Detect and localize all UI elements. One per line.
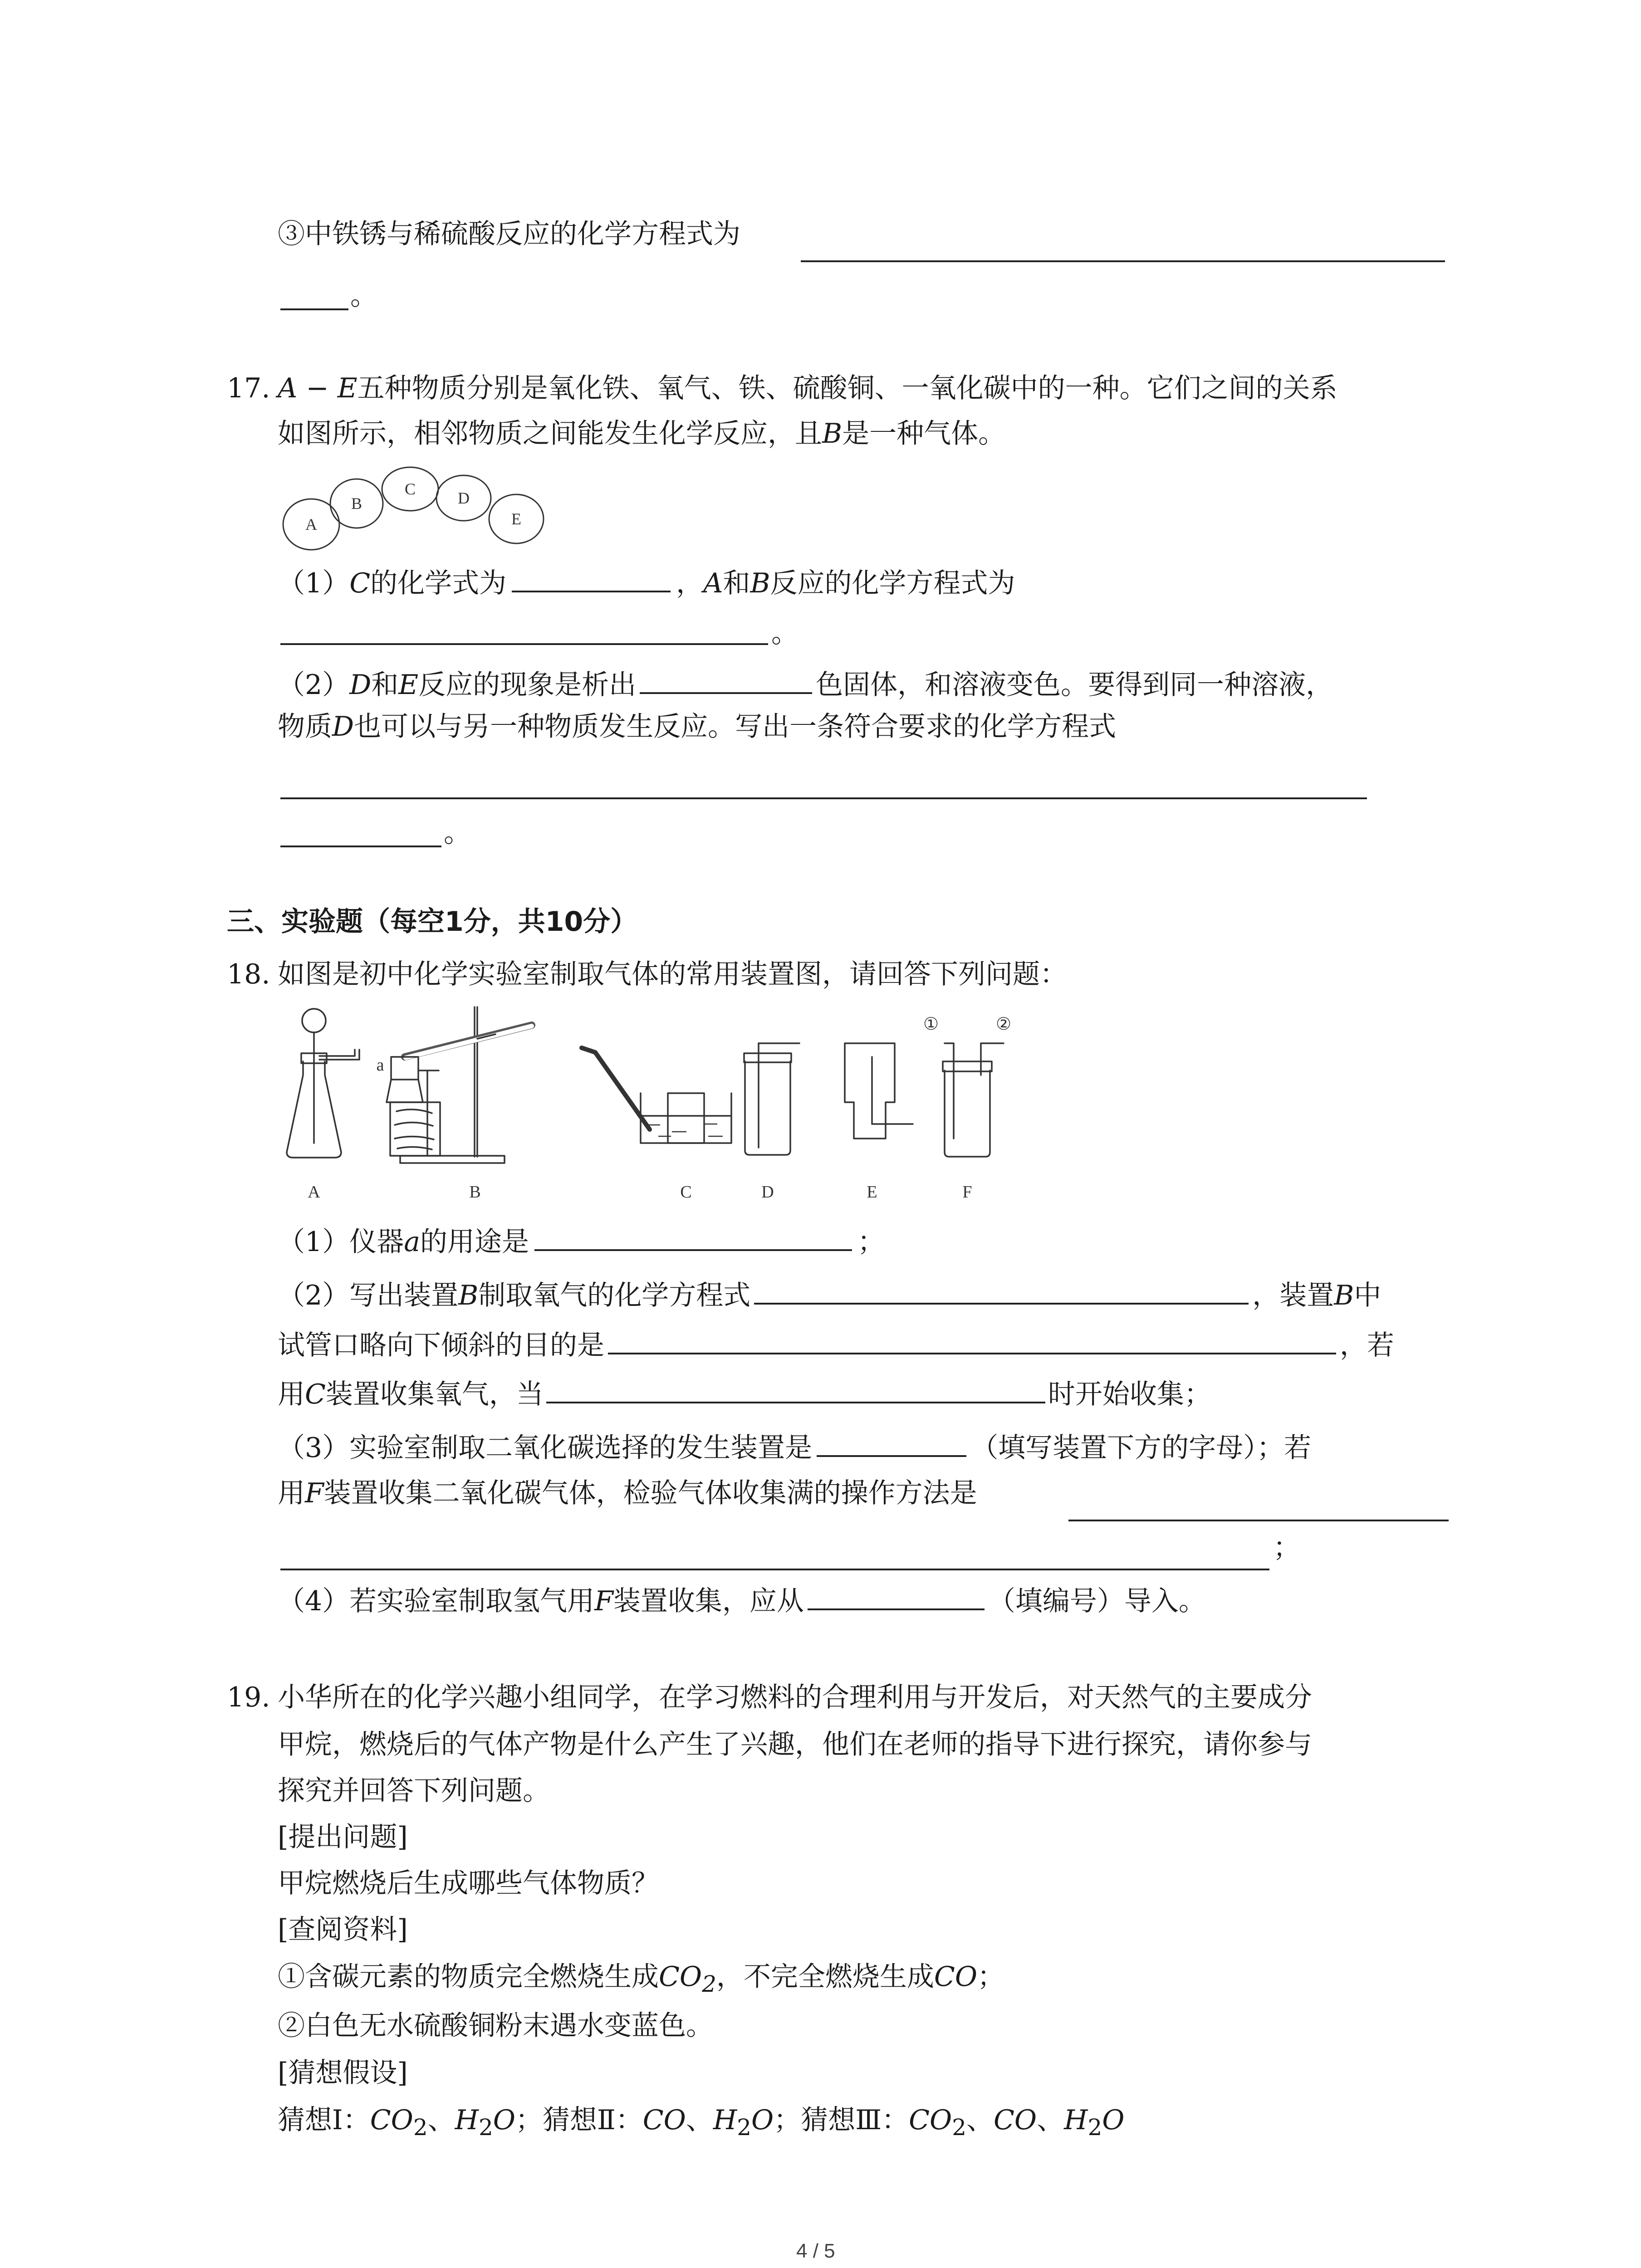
q17-p2-text: 反应的现象是析出 <box>418 669 637 701</box>
formula: O <box>493 2104 515 2136</box>
hypothesis-2-label: 猜想Ⅱ： <box>542 2104 643 2136</box>
q18-p1-text2: 的用途是 <box>420 1226 529 1258</box>
q19-hypotheses <box>278 2102 1124 2146</box>
q18-instrument-use-blank[interactable] <box>534 1219 852 1251</box>
semicolon: ； <box>774 2104 801 2136</box>
q17-p2-text3: 物质 <box>278 711 332 743</box>
q17-equation-d-blank[interactable] <box>280 797 1367 799</box>
q19-stem-line1: 小华所在的化学兴趣小组同学，在学习燃料的合理利用与开发后，对天然气的主要成分 <box>278 1681 1312 1713</box>
q17-number: 17. <box>227 372 270 404</box>
q18-part3-line2 <box>278 1475 977 1511</box>
apparatus-label-b: B <box>469 1183 481 1202</box>
q19-heading-reference: [查阅资料] <box>278 1914 408 1945</box>
q19-number: 19. <box>227 1681 270 1713</box>
var-D: D <box>332 711 354 743</box>
q18-p4-text2: 装置收集，应从 <box>613 1585 804 1617</box>
circle-label-e: E <box>511 510 521 528</box>
apparatus-a <box>287 1009 359 1158</box>
apparatus-c <box>582 1048 731 1143</box>
var-B: B <box>1334 1280 1354 1311</box>
q17-p2-text2: 色固体，和溶液变色。要得到同一种溶液， <box>816 669 1333 701</box>
q18-p2-text5: 试管口略向下倾斜的目的是 <box>278 1330 604 1361</box>
and: 和 <box>723 567 750 599</box>
q17-formula-c-blank[interactable] <box>512 561 671 592</box>
subscript: 2 <box>478 2114 493 2141</box>
q19-reference-2: ②白色无水硫酸铜粉末遇水变蓝色。 <box>278 2010 713 2042</box>
var-B: B <box>822 418 843 450</box>
q18-stem: 如图是初中化学实验室制取气体的常用装置图，请回答下列问题： <box>278 958 1067 990</box>
q18-part4 <box>278 1579 1206 1619</box>
var-D: D <box>349 669 372 701</box>
q18-p3-text2: （填写装置下方的字母）；若 <box>971 1432 1312 1464</box>
sep: 、 <box>686 2104 713 2136</box>
q18-part2-line3 <box>278 1372 1211 1413</box>
var-C: C <box>349 567 371 599</box>
q17-p2-num: （2） <box>278 669 350 701</box>
q18-oxygen-equation-blank[interactable] <box>754 1273 1249 1305</box>
var-a: a <box>404 1226 420 1258</box>
q16-text: ③中铁锈与稀硫酸反应的化学方程式为 <box>278 218 740 250</box>
q18-p3-end: ； <box>1273 1532 1300 1564</box>
semicolon: ； <box>857 1226 885 1258</box>
formula: CO <box>909 2104 952 2136</box>
apparatus-e <box>845 1043 913 1139</box>
q17-p2-end: 。 <box>444 817 471 849</box>
q17-p1-end: 。 <box>771 617 798 649</box>
subscript: 2 <box>952 2114 966 2141</box>
q18-p2-text4: 中 <box>1354 1280 1381 1311</box>
q18-p2-text9: 时开始收集； <box>1048 1378 1211 1410</box>
q18-co2-check-blank-cont[interactable] <box>280 1569 1269 1570</box>
q18-collect-timing-blank[interactable] <box>546 1372 1045 1403</box>
comma: ， <box>676 567 704 599</box>
var-F: F <box>594 1585 613 1617</box>
q18-p2-text: （2）写出装置 <box>278 1280 459 1311</box>
q17-part2-line2 <box>278 709 1116 745</box>
sep: 、 <box>966 2104 994 2136</box>
semicolon: ； <box>977 1961 1005 1993</box>
label-instrument-a: a <box>376 1056 384 1075</box>
q17-p2-text4: 也可以与另一种物质发生反应。写出一条符合要求的化学方程式 <box>354 711 1117 743</box>
q17-circle-diagram <box>280 466 553 552</box>
q18-part2-line1 <box>278 1273 1381 1314</box>
apparatus-label-e: E <box>867 1183 877 1202</box>
apparatus-label-c: C <box>680 1183 692 1202</box>
q18-p2-text7: 用 <box>278 1378 305 1410</box>
var-A: A <box>278 372 298 404</box>
q17-p1-num: （1） <box>278 567 350 599</box>
q18-co2-generator-blank[interactable] <box>817 1425 966 1457</box>
q19-reference-1 <box>278 1959 1004 2002</box>
q18-p3-text: （3）实验室制取二氧化碳选择的发生装置是 <box>278 1432 813 1464</box>
q18-p2-text3: ，装置 <box>1252 1280 1334 1311</box>
formula: O <box>1102 2104 1125 2136</box>
q16-answer-blank[interactable] <box>801 260 1445 262</box>
formula-co: CO <box>934 1961 978 1993</box>
formula: CO <box>370 2104 413 2136</box>
q18-p1-text: （1）仪器 <box>278 1226 404 1258</box>
port-2-label: ② <box>995 1015 1012 1034</box>
circle-label-a: A <box>305 515 317 533</box>
var-C: C <box>305 1378 326 1410</box>
q16-end: 。 <box>350 280 377 312</box>
var-F: F <box>305 1477 324 1509</box>
and: 和 <box>371 669 399 701</box>
section3-title: 三、实验题（每空1分，共10分） <box>227 906 638 938</box>
q18-p2-text8: 装置收集氧气，当 <box>325 1378 544 1410</box>
q16-line <box>278 216 740 252</box>
q17-stem2-a: 如图所示，相邻物质之间能发生化学反应，且 <box>278 418 822 450</box>
q18-apparatus-figure <box>278 1002 1076 1220</box>
q19-stem-line2: 甲烷，燃烧后的气体产物是什么产生了兴趣，他们在老师的指导下进行探究，请你参与 <box>278 1729 1312 1760</box>
q17-equation-ab-blank[interactable] <box>280 643 768 645</box>
q17-stem-text: 五种物质分别是氧化铁、氧气、铁、硫酸铜、一氧化碳中的一种。它们之间的关系 <box>357 372 1337 404</box>
hypothesis-3-label: 猜想Ⅲ： <box>801 2104 909 2136</box>
q17-color-blank[interactable] <box>640 662 812 694</box>
var-A: A <box>703 567 723 599</box>
apparatus-label-a: A <box>308 1183 320 1202</box>
formula: CO <box>642 2104 686 2136</box>
q16-answer-blank-cont[interactable] <box>280 308 348 310</box>
q18-p4-text: （4）若实验室制取氢气用 <box>278 1585 595 1617</box>
q17-part1 <box>278 561 1015 601</box>
q19-heading-hypothesis: [猜想假设] <box>278 2057 408 2089</box>
semicolon: ； <box>515 2104 543 2136</box>
apparatus-f <box>943 1043 1004 1157</box>
apparatus-d <box>744 1043 799 1155</box>
q18-part2-line2 <box>278 1323 1394 1364</box>
var-B: B <box>750 567 770 599</box>
formula: H <box>1064 2104 1088 2136</box>
sep: 、 <box>427 2104 455 2136</box>
q17-equation-d-blank-cont[interactable] <box>280 846 441 847</box>
q17-stem2-c: 是一种气体。 <box>842 418 1006 450</box>
q19-question: 甲烷燃烧后生成哪些气体物质？ <box>278 1867 659 1899</box>
dash: − <box>297 372 338 404</box>
subscript: 2 <box>413 2114 428 2141</box>
q17-stem-line1 <box>278 370 1337 406</box>
q18-p3-text4: 装置收集二氧化碳气体，检验气体收集满的操作方法是 <box>323 1477 977 1509</box>
q18-p2-text2: 制取氧气的化学方程式 <box>478 1280 751 1311</box>
q18-p4-text3: （填编号）导入。 <box>988 1585 1206 1617</box>
circle-label-d: D <box>458 489 470 507</box>
formula: CO <box>994 2104 1037 2136</box>
subscript: 2 <box>737 2114 751 2141</box>
q18-part1 <box>278 1219 885 1260</box>
subscript: 2 <box>1087 2114 1102 2141</box>
q18-p3-text3: 用 <box>278 1477 305 1509</box>
page-number: 4 / 5 <box>796 2240 835 2262</box>
apparatus-label-f: F <box>962 1183 972 1202</box>
hypothesis-1-label: 猜想Ⅰ： <box>278 2104 370 2136</box>
formula: H <box>455 2104 479 2136</box>
circle-label-c: C <box>404 480 416 498</box>
q19-heading-question: [提出问题] <box>278 1821 408 1853</box>
var-E: E <box>398 669 419 701</box>
q19-ref1-text: ①含碳元素的物质完全燃烧生成 <box>278 1961 659 1993</box>
q17-part2-line1 <box>278 662 1333 703</box>
q17-p1-text: 的化学式为 <box>370 567 507 599</box>
var-E: E <box>337 372 358 404</box>
q18-p2-text6: ，若 <box>1340 1330 1394 1361</box>
var-B: B <box>458 1280 479 1311</box>
formula: H <box>713 2104 737 2136</box>
apparatus-b <box>387 1007 532 1163</box>
q18-co2-check-blank[interactable] <box>1068 1520 1449 1521</box>
q17-p1-text2: 反应的化学方程式为 <box>770 567 1015 599</box>
port-1-label: ① <box>923 1015 939 1034</box>
sep: 、 <box>1037 2104 1064 2136</box>
apparatus-label-d: D <box>761 1183 774 1202</box>
q18-part3-line1 <box>278 1425 1311 1466</box>
circle-label-b: B <box>351 494 362 513</box>
q17-stem-line2 <box>278 415 1005 452</box>
subscript-2: 2 <box>702 1971 716 1997</box>
q19-ref1-text2: ，不完全燃烧生成 <box>716 1961 934 1993</box>
q18-number: 18. <box>227 958 270 990</box>
q19-stem-line3: 探究并回答下列问题。 <box>278 1775 550 1807</box>
q18-hydrogen-port-blank[interactable] <box>808 1579 985 1610</box>
formula-co2: CO <box>659 1961 702 1993</box>
q18-tilt-purpose-blank[interactable] <box>608 1323 1336 1354</box>
formula: O <box>751 2104 774 2136</box>
